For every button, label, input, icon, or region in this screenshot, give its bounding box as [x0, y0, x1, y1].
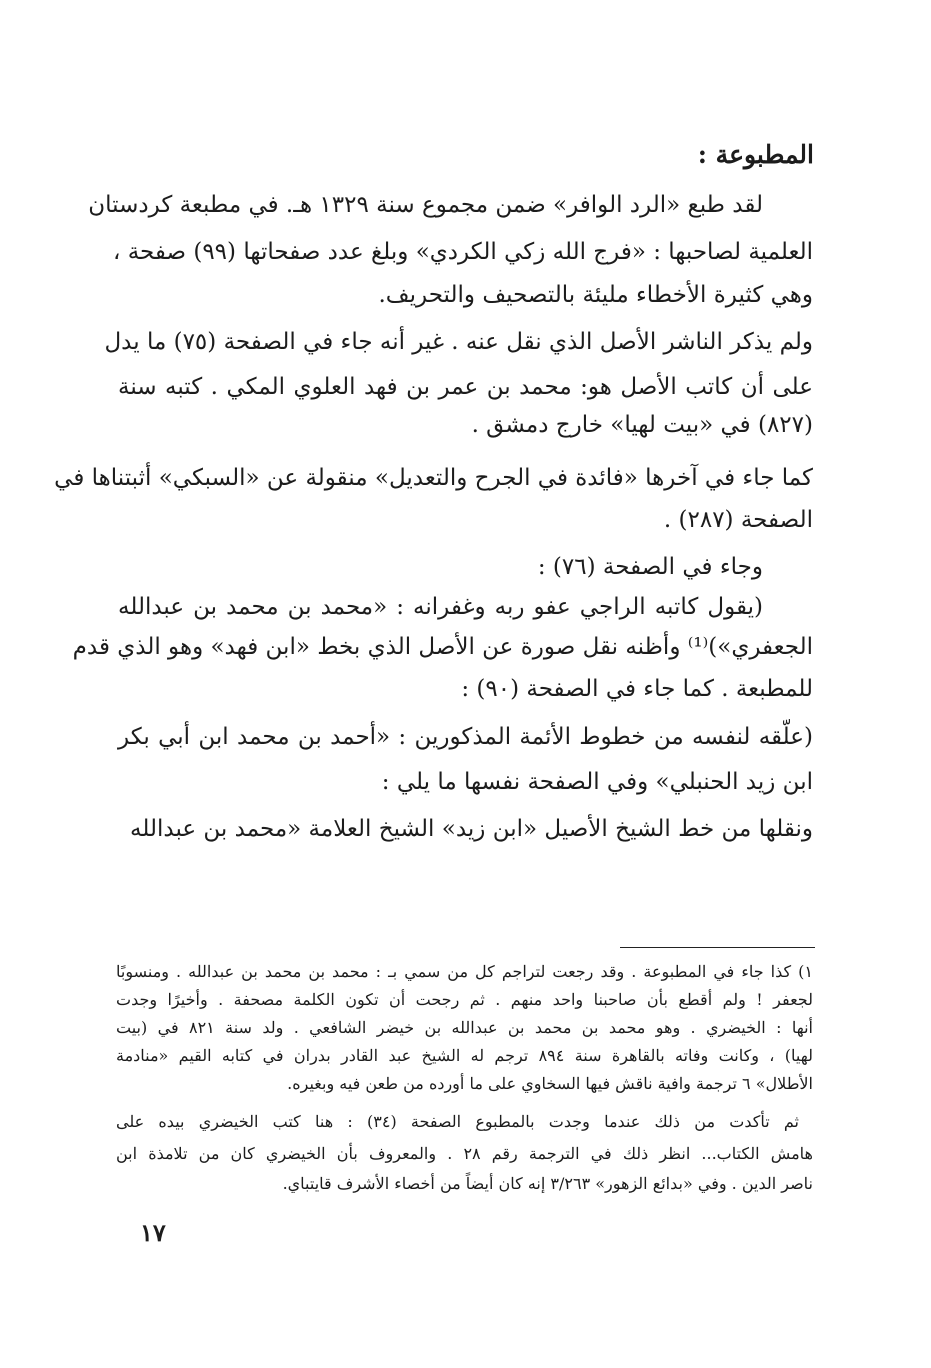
body-line: ونقلها من خط الشيخ الأصيل «ابن زيد» الشيخ العلامة «محمد بن عبدالله: [130, 816, 813, 842]
body-line: لقد طبع «الرد الوافر» ضمن مجموع سنة ١٣٢٩ هـ. في مطبعة كردستان: [88, 192, 763, 218]
footnote-line: هامش الكتاب... انظر ذلك في الترجمة رقم ٢٨ . والمعروف بأن الخيضري كان من تلامذة ابن: [116, 1144, 813, 1163]
body-line: وجاء في الصفحة (٧٦) :: [537, 554, 763, 580]
body-line: الجعفري»)⁽¹⁾ وأظنه نقل صورة عن الأصل الذي بخط «ابن فهد» وهو الذي قدم: [72, 634, 813, 660]
body-line: على أن كاتب الأصل هو: محمد بن عمر بن فهد العلوي المكي . كتبه سنة: [118, 374, 813, 400]
footnote-separator: [620, 947, 815, 948]
footnote-line: الأطلال» ٦ ترجمة وافية ناقش فيها السخاوي على ما أورده من طعن فيه وبغيره.: [287, 1074, 813, 1093]
body-line: للمطبعة . كما جاء في الصفحة (٩٠) :: [461, 676, 813, 702]
body-line: ولم يذكر الناشر الأصل الذي نقل عنه . غير أنه جاء في الصفحة (٧٥) ما يدل: [104, 329, 813, 355]
footnote-line: ناصر الدين . وفي «بدائع الزهور» ٣/٢٦٣ إنه كان أيضاً من أخصاء الأشرف قايتباي.: [282, 1174, 813, 1193]
page-number: ١٧: [140, 1218, 166, 1247]
body-line: الصفحة (٢٨٧) .: [663, 507, 813, 533]
footnote-line: ١) كذا جاء في المطبوعة . وقد رجعت لتراجم كل من سمي بـ : محمد بن محمد بن عبدالله . ومنسوبًا: [116, 962, 813, 981]
footnote-line: ثم تأكدت من ذلك عندما وجدت بالمطبوع الصفحة (٣٤) : هنا كتب الخيضري بيده على: [116, 1112, 799, 1131]
body-line: ابن زيد الحنبلي» وفي الصفحة نفسها ما يلي :: [381, 769, 813, 795]
body-line: (٨٢٧) في «بيت لهيا» خارج دمشق .: [471, 412, 813, 438]
footnote-line: لهيا) ، وكانت وفاته بالقاهرة سنة ٨٩٤ ترجم له الشيخ عبد القادر بدران في كتابه القيم «منادمة: [116, 1046, 813, 1065]
footnote-line: أنها : الخيضري . وهو محمد بن محمد بن عبدالله بن خيضر الشافعي . ولد سنة ٨٢١ في (بيت: [116, 1018, 814, 1037]
body-line: وهي كثيرة الأخطاء مليئة بالتصحيف والتحريف.: [378, 282, 813, 308]
body-line: العلمية لصاحبها : «فرج الله زكي الكردي» وبلغ عدد صفحاتها (٩٩) صفحة ،: [112, 239, 813, 265]
body-line: (علّقه لنفسه من خطوط الأئمة المذكورين : «أحمد بن محمد ابن أبي بكر: [118, 724, 813, 750]
section-heading: المطبوعة :: [697, 140, 814, 169]
body-line: (يقول كاتبه الراجي عفو ربه وغفرانه : «محمد بن محمد بن عبدالله: [118, 594, 763, 620]
body-line: كما جاء في آخرها «فائدة في الجرح والتعديل» منقولة عن «السبكي» أثبتناها في: [54, 465, 813, 491]
footnote-line: لجعفر ! ولم أقطع بأن صاحبنا واحد منهم . ثم رجحت أن تكون الكلمة مصحفة . وأخيرًا وجدت: [116, 990, 813, 1009]
